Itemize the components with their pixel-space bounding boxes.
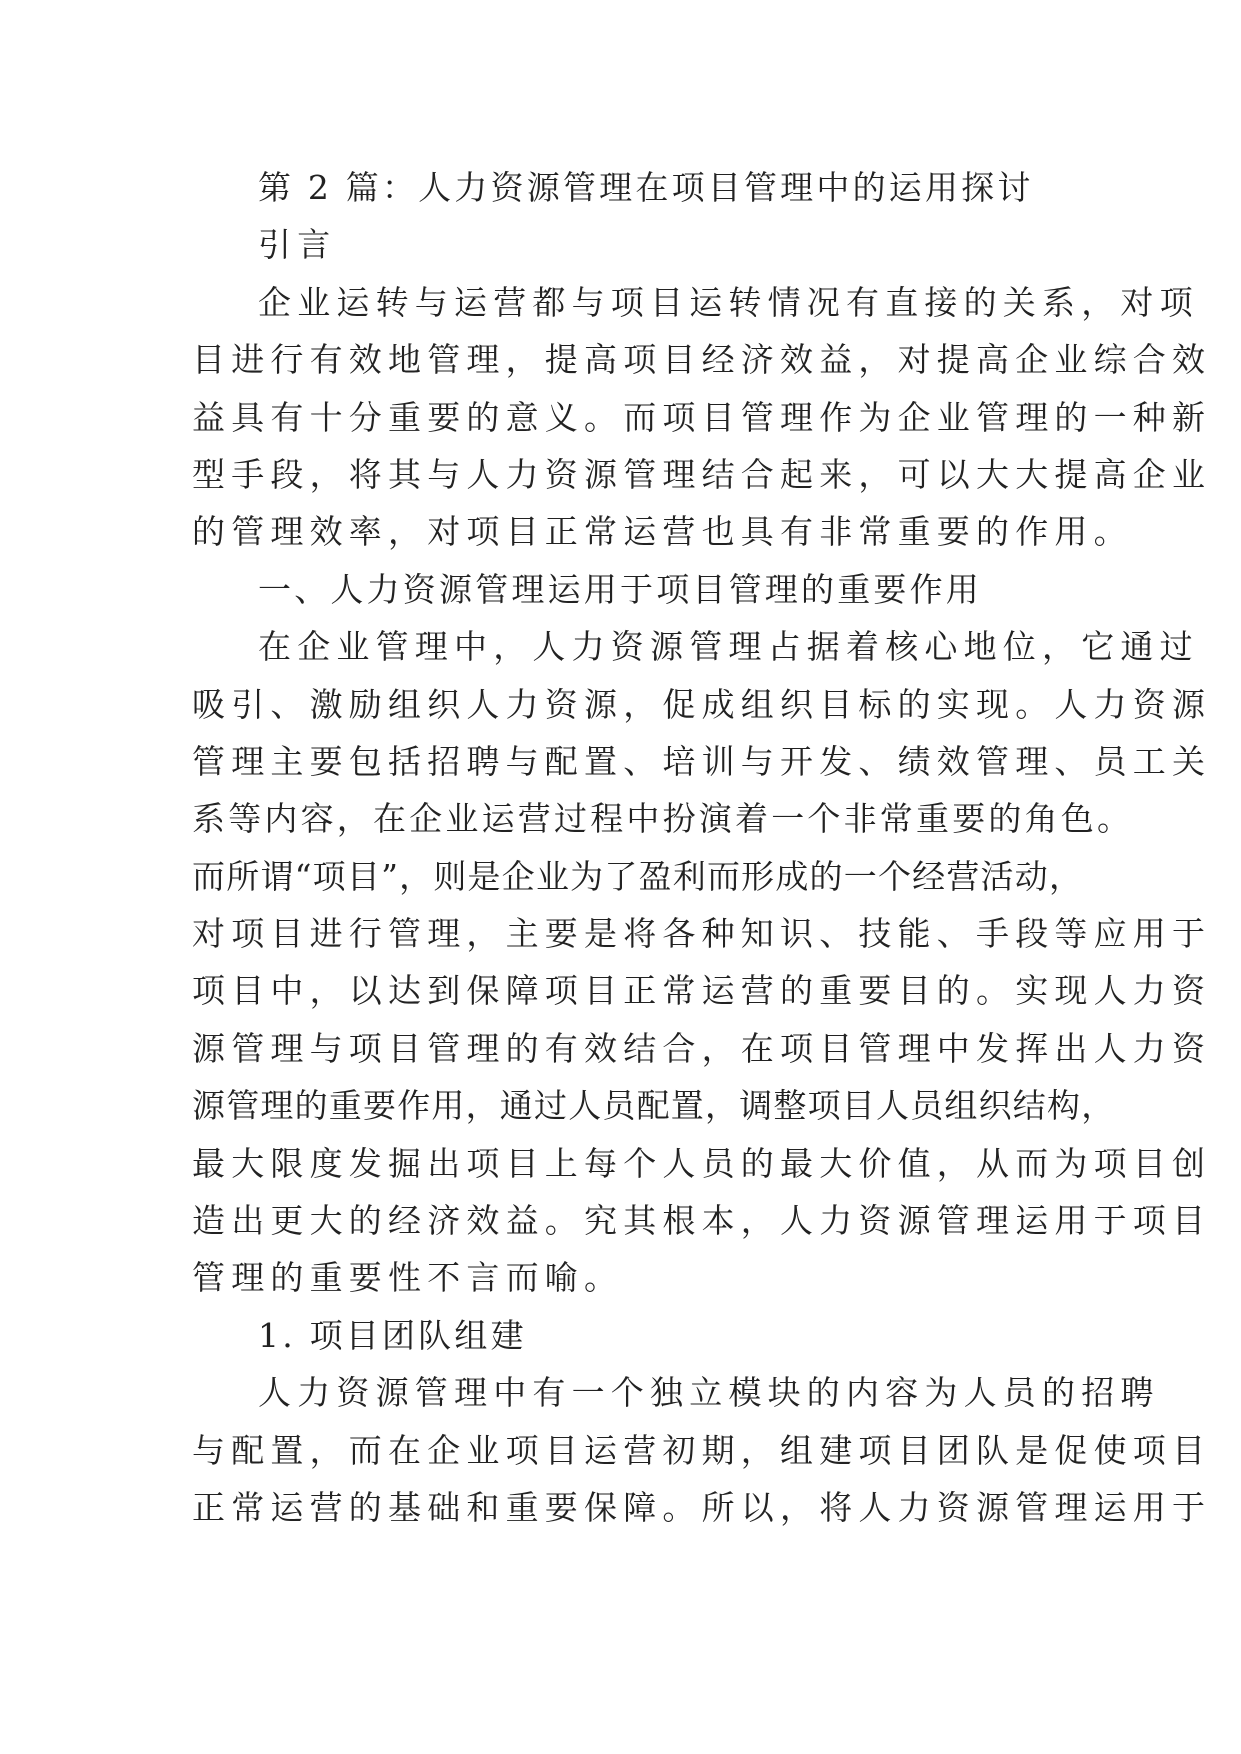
subsection-heading-1: 1. 项目团队组建 <box>258 1315 527 1355</box>
paragraph-line: 企业运转与运营都与项目运转情况有直接的关系，对项 <box>258 282 1199 322</box>
paragraph-line: 在企业管理中，人力资源管理占据着核心地位，它通过 <box>258 627 1199 667</box>
paragraph-line: 型手段，将其与人力资源管理结合起来，可以大大提高企业 <box>192 454 1212 494</box>
paragraph-line: 吸引、激励组织人力资源，促成组织目标的实现。人力资源 <box>192 684 1212 724</box>
document-body <box>192 159 1212 1536</box>
paragraph-line: 系等内容，在企业运营过程中扮演着一个非常重要的角色。 <box>192 799 1134 839</box>
section-heading-introduction: 引言 <box>258 225 337 265</box>
paragraph-line: 项目中，以达到保障项目正常运营的重要目的。实现人力资 <box>192 971 1212 1011</box>
paragraph-line: 源管理与项目管理的有效结合，在项目管理中发挥出人力资 <box>192 1028 1212 1068</box>
paragraph-line: 而所谓“项目”，则是企业为了盈利而形成的一个经营活动， <box>192 856 1084 896</box>
paragraph-line: 对项目进行管理，主要是将各种知识、技能、手段等应用于 <box>192 914 1212 954</box>
paragraph-line: 管理的重要性不言而喻。 <box>192 1258 624 1298</box>
paragraph-line: 造出更大的经济效益。究其根本，人力资源管理运用于项目 <box>192 1201 1212 1241</box>
paragraph-line: 益具有十分重要的意义。而项目管理作为企业管理的一种新 <box>192 397 1212 437</box>
paragraph-line: 最大限度发掘出项目上每个人员的最大价值，从而为项目创 <box>192 1143 1212 1183</box>
paragraph-line: 正常运营的基础和重要保障。所以，将人力资源管理运用于 <box>192 1487 1212 1527</box>
article-title: 第 2 篇：人力资源管理在项目管理中的运用探讨 <box>258 168 1034 207</box>
paragraph-line: 的管理效率，对项目正常运营也具有非常重要的作用。 <box>192 512 1133 552</box>
paragraph-line: 目进行有效地管理，提高项目经济效益，对提高企业综合效 <box>192 340 1212 380</box>
paragraph-line: 源管理的重要作用，通过人员配置，调整项目人员组织结构， <box>192 1086 1116 1126</box>
section-heading-1: 一、人力资源管理运用于项目管理的重要作用 <box>258 569 982 609</box>
paragraph-line: 管理主要包括招聘与配置、培训与开发、绩效管理、员工关 <box>192 741 1212 781</box>
paragraph-line: 与配置，而在企业项目运营初期，组建项目团队是促使项目 <box>192 1430 1212 1470</box>
paragraph-line: 人力资源管理中有一个独立模块的内容为人员的招聘 <box>258 1373 1160 1413</box>
